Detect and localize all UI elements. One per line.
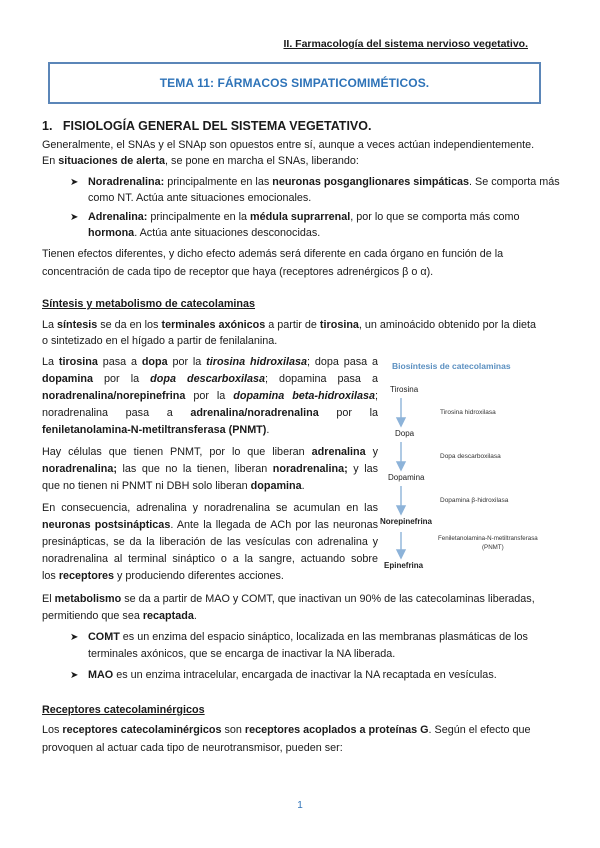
- section-number: 1.: [42, 119, 53, 133]
- closing-line-2: concentración de cada tipo de receptor que haya (receptores adrenérgicos β o α).: [42, 266, 434, 278]
- section-title: FISIOLOGÍA GENERAL DEL SISTEMA VEGETATIVO.: [62, 119, 372, 133]
- enzyme-label: (PNMT): [482, 544, 504, 551]
- bullet-comt-line2: terminales axónicos, que se encarga de inactivar la NA liberada.: [88, 648, 396, 660]
- page-number: 1: [297, 800, 303, 811]
- synthesis-p1-line2: o sintetizado en el hígado a partir de fenilalanina.: [42, 335, 278, 347]
- compound-label: Epinefrina: [384, 561, 424, 570]
- arrow-head: [397, 550, 405, 558]
- enzyme-label: Dopamina β-hidroxilasa: [440, 497, 509, 504]
- compound-label: Dopa: [395, 429, 415, 438]
- receptors-line-1: Los receptores catecolaminérgicos son receptores acoplados a proteínas G. Según el efecto que: [42, 724, 531, 736]
- topic-title-box: [48, 62, 541, 104]
- arrow-head: [397, 506, 405, 514]
- bullet-noradrenalina-line2: como NT. Actúa ante situaciones emocionales.: [88, 192, 312, 204]
- running-header: II. Farmacología del sistema nervioso vegetativo.: [283, 38, 528, 50]
- synthesis-p1-line1: La síntesis se da en los terminales axónicos a partir de tirosina, un aminoácido obtenido por la dieta: [42, 319, 536, 331]
- bullet-adrenalina-line2: hormona. Actúa ante situaciones desconocidas.: [88, 227, 321, 239]
- compound-label: Dopamina: [388, 473, 425, 482]
- bullet-mao: MAO es un enzima intracelular, encargada de inactivar la NA recaptada en vesículas.: [88, 669, 497, 681]
- enzyme-label: Feniletanolamina-N-metiltransferasa: [438, 535, 538, 542]
- arrow-head: [397, 418, 405, 426]
- synthesis-p5-line2: permitiendo que sea recaptada.: [42, 610, 197, 622]
- synthesis-p3: Hay células que tienen PNMT, por lo que liberan adrenalina y noradrenalina; las que no la tienen, liberan noradrenalina; y las que no tienen ni PNMT ni DBH solo liberan dopamina.: [42, 446, 379, 492]
- bullet-adrenalina: Adrenalina: principalmente en la médula suprarrenal, por lo que se comporta más como: [88, 211, 520, 223]
- arrow-bullet-icon: ➤: [70, 632, 79, 643]
- section-heading: [42, 119, 371, 133]
- bullet-noradrenalina: Noradrenalina: principalmente en las neuronas posganglionares simpáticas. Se comporta más: [88, 176, 560, 188]
- biosynthesis-diagram: [380, 356, 574, 574]
- diagram-title: Biosíntesis de catecolaminas: [392, 361, 511, 371]
- arrow-bullet-icon: ➤: [70, 212, 79, 223]
- intro-line-2: En situaciones de alerta, se pone en marcha el SNAs, liberando:: [42, 155, 359, 167]
- receptors-line-2: provoquen al actuar cada tipo de neurotransmisor, pueden ser:: [42, 742, 343, 754]
- compound-label: Norepinefrina: [380, 517, 433, 526]
- bullet-comt: COMT es un enzima del espacio sináptico, localizada en las membranas plasmáticas de los: [88, 631, 528, 643]
- arrow-bullet-icon: ➤: [70, 177, 79, 188]
- closing-line-1: Tienen efectos diferentes, y dicho efecto además será diferente en cada órgano en función de la: [42, 248, 504, 260]
- receptors-section-title: Receptores catecolaminérgicos: [42, 704, 205, 716]
- synthesis-p2: La tirosina pasa a dopa por la tirosina hidroxilasa; dopa pasa a dopamina por la dopa descarboxilasa; dopamina pasa a noradrenalina/norepinefrina por la dopamina beta-hidroxilasa; noradrenalina pasa a adrenalina/noradrenalina por la feniletanolamina-N-metiltransferasa (PNMT).: [42, 356, 378, 436]
- synthesis-p4: En consecuencia, adrenalina y noradrenalina se acumulan en las neuronas postsinápticas. Ante la llegada de ACh por las neuronas presinápticas, se da la liberación de las vesículas con adrenalina y noradrenalina al terminal sináptico o a la sangre, actuando sobre los receptores y produciendo diferentes acciones.: [42, 502, 378, 582]
- synthesis-p5-line1: El metabolismo se da a partir de MAO y COMT, que inactivan un 90% de las catecolaminas liberadas,: [42, 593, 535, 605]
- compound-label: Tirosina: [390, 385, 419, 394]
- enzyme-label: Tirosina hidroxilasa: [440, 409, 496, 416]
- intro-line-1: Generalmente, el SNAs y el SNAp son opuestos entre sí, aunque a veces actúan independientemente.: [42, 139, 535, 151]
- topic-title: TEMA 11: FÁRMACOS SIMPATICOMIMÉTICOS.: [159, 76, 430, 90]
- enzyme-label: Dopa descarboxilasa: [440, 453, 501, 460]
- arrow-bullet-icon: ➤: [70, 670, 79, 681]
- synthesis-section-title: Síntesis y metabolismo de catecolaminas: [42, 298, 256, 310]
- arrow-head: [397, 462, 405, 470]
